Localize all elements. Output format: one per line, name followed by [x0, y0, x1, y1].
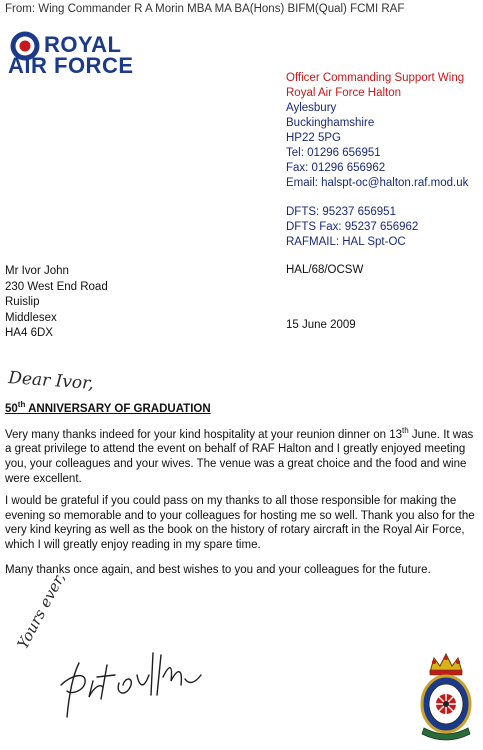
body-paragraph-2: I would be grateful if you could pass on my thanks to all those responsible for making the evening so memorable and to your colleagues for hosting me so well. Thank you also for the very kind keyring as well as the book on the history of rotary aircraft in the Royal Air Force, which I will greatly enjoy reading in my spare time. — [5, 495, 475, 551]
p1-part-a: Very many thanks indeed for your kind hospitality at your reunion dinner on 13 — [5, 428, 402, 441]
letter-date: 15 June 2009 — [286, 319, 356, 331]
sender-address-line: Aylesbury — [286, 102, 337, 114]
subject-line — [5, 400, 211, 415]
raf-halton-crest-icon — [412, 650, 480, 746]
p1-ordinal: th — [402, 426, 409, 435]
handwritten-signature — [45, 625, 205, 725]
recipient-line: 230 West End Road — [5, 280, 108, 293]
body-paragraph-1 — [5, 424, 477, 486]
recipient-address — [5, 264, 108, 342]
sender-fax: Fax: 01296 656962 — [286, 162, 386, 174]
recipient-line: Mr Ivor John — [5, 265, 69, 277]
reference: HAL/68/OCSW — [286, 264, 364, 276]
raf-logo — [8, 32, 134, 78]
salutation-text: Dear Ivor, — [7, 368, 95, 394]
sender-dfts-fax: DFTS Fax: 95237 656962 — [286, 221, 419, 233]
subject-number: 50 — [5, 402, 18, 415]
sender-address-block — [286, 71, 468, 250]
sender-address-line: HP22 5PG — [286, 132, 341, 144]
sender-title: Officer Commanding Support Wing — [286, 72, 465, 84]
logo-line-2: AIR FORCE — [8, 53, 134, 78]
sender-email: Email: halspt-oc@halton.raf.mod.uk — [286, 177, 469, 189]
subject-ordinal: th — [17, 400, 26, 409]
p1-part-b: June. It was a great privilege to attend the event on behalf of RAF Halton and I greatly enjoyed meeting you, your colleagues and your wives. The venue was a great choice and the food and wine were excellent. — [5, 428, 474, 485]
closing-text: Yours ever, — [13, 569, 69, 652]
sender-rafmail: RAFMAIL: HAL Spt-OC — [286, 236, 406, 248]
handwritten-salutation — [6, 364, 106, 394]
sender-organisation: Royal Air Force Halton — [286, 87, 402, 99]
recipient-line: Ruislip — [5, 296, 40, 308]
sender-address-line: Buckinghamshire — [286, 117, 375, 129]
sender-tel: Tel: 01296 656951 — [286, 147, 381, 159]
sender-dfts: DFTS: 95237 656951 — [286, 206, 396, 218]
recipient-line: Middlesex — [5, 311, 57, 324]
subject-text: ANNIVERSARY OF GRADUATION — [25, 402, 211, 415]
recipient-line: HA4 6DX — [5, 327, 53, 339]
fax-header: From: Wing Commander R A Morin MBA MA BA(Hons) BIFM(Qual) FCMI RAF — [5, 3, 405, 15]
logo-line-1: ROYAL — [44, 32, 122, 57]
body-paragraph-3: Many thanks once again, and best wishes to you and your colleagues for the future. — [5, 564, 431, 576]
